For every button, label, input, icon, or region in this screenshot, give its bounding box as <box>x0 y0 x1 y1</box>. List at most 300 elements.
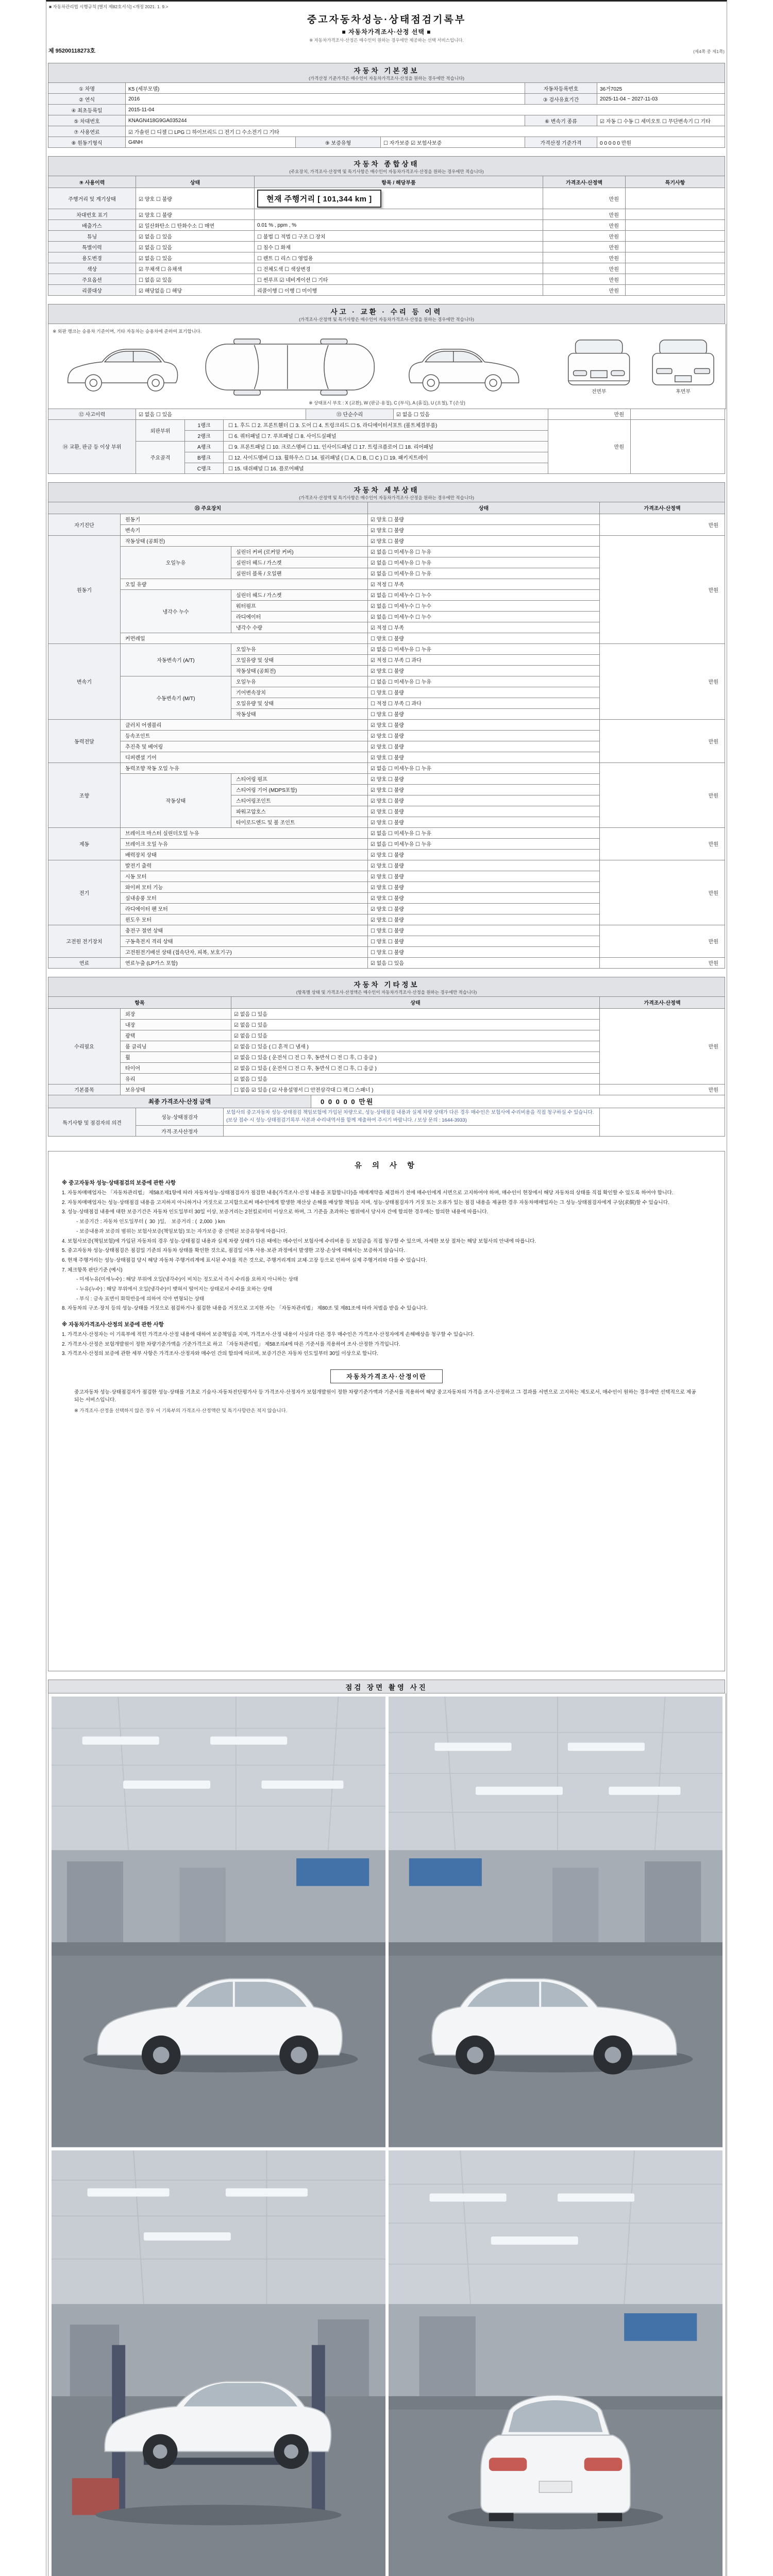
column-header: 상태 <box>231 996 600 1008</box>
car-top-diagram <box>206 339 374 395</box>
cell: 만원 <box>548 419 631 473</box>
cell <box>224 1126 600 1137</box>
cell[interactable]: ☑ 없음 ☐ 미세누수 ☐ 누수 <box>368 589 600 600</box>
cell: 내장 <box>121 1019 231 1030</box>
document-header <box>48 12 725 43</box>
cell: ② 연식 <box>48 94 126 105</box>
cell: 광택 <box>121 1030 231 1041</box>
cell: 오일유량 및 상태 <box>231 698 368 708</box>
cell <box>626 209 725 220</box>
notice-line: 8. 자동차의 구조·장치 등의 성능·상태를 거짓으로 점검하거나 점검한 내용을 거짓으로 고지한 자는 「자동차관리법」 제80조 및 제81조에 따라 처벌을 받을 수 있습니다. <box>62 1306 428 1312</box>
cell: 만원 <box>600 1008 725 1084</box>
price-definition-box <box>62 1369 711 1414</box>
car-body-diagrams <box>53 336 721 398</box>
cell: 만원 <box>543 220 626 231</box>
cell[interactable]: ☑ 없음 ☐ 있음 <box>231 1030 600 1041</box>
cell[interactable]: ☑ 적정 ☐ 부족 ☐ 과다 <box>368 654 600 665</box>
notice-line: - 누유(누수) : 해당 부위에서 오일(냉각수)이 맺혀서 떨어지는 상태로서 수리를 요하는 상태 <box>72 1286 273 1292</box>
notice-line: 6. 현재 주행거리는 성능·상태점검 당시 해당 자동차 주행거리계에 표시된 수치를 적은 것으로, 주행거리계의 교체·고장 등으로 인하여 실제 주행거리와 다를 수 있습니다. <box>62 1257 427 1263</box>
cell: 수리필요 <box>48 1008 121 1084</box>
cell[interactable]: ☑ 없음 ☐ 미세누유 ☐ 누유 <box>368 838 600 849</box>
page-indicator: (제4쪽 중 제1쪽) <box>693 49 725 54</box>
cell: 만원 <box>600 535 725 643</box>
inspection-photo-1 <box>52 1697 385 2147</box>
cell: 라디에이터 팬 모터 <box>121 903 368 914</box>
basic-info-table <box>48 82 725 148</box>
column-header: 상태 <box>368 502 600 514</box>
cell: 만원 <box>600 957 725 968</box>
cell: 등속조인트 <box>121 730 368 741</box>
plate-number: 36거7025 <box>597 83 725 94</box>
cell[interactable]: ☑ 무채색 ☐ 유채색 <box>136 263 255 274</box>
notice-lines <box>62 1179 711 1358</box>
base-price: 0 0 0 0 0 만원 <box>597 137 725 148</box>
cell: 자기진단 <box>48 514 121 535</box>
cell: 색상 <box>48 263 136 274</box>
cell[interactable]: ☑ 없음 ☐ 미세누유 ☐ 누유 <box>368 643 600 654</box>
cell[interactable]: ☐ 썬루프 ☑ 네비게이션 ☐ 기타 <box>255 274 543 285</box>
column-header: 항목 <box>48 996 231 1008</box>
cell[interactable]: ☑ 없음 ☐ 있음 <box>231 1019 600 1030</box>
notice-line: - 부식 : 금속 표면이 화학반응에 의하여 삭아 변형되는 상태 <box>72 1296 205 1302</box>
cell[interactable]: ☑ 양호 ☐ 불량 <box>368 849 600 860</box>
cell: 배출가스 <box>48 220 136 231</box>
cell[interactable]: ☐ 없음 ☑ 있음 <box>136 274 255 285</box>
cell: 만원 <box>543 252 626 263</box>
notice-line: 2. 자동차매매업자는 성능·상태점검 내용을 고지하지 아니하거나 거짓으로 고지함으로써 매수인에게 발생한 재산상 손해를 배상할 책임을 지며, 성능·상태점검자가 거짓 또는 오류가 있는 점검 내용을 제공한 경우 자동차매매업자는 그 성능·상태점검자에게 구상(求償)할 수 있습니다. <box>62 1199 669 1206</box>
cell[interactable]: ☐ 전체도색 ☐ 색상변경 <box>255 263 543 274</box>
cell[interactable]: ☐ 양호 ☐ 불량 <box>368 946 600 957</box>
cell[interactable]: ☑ 양호 ☐ 불량 <box>368 741 600 752</box>
price-definition-note: ※ 가격조사·산정을 선택하지 않은 경우 이 기록부의 가격조사·산정액란 및 특기사항란은 적지 않습니다. <box>74 1408 288 1413</box>
cell: 발전기 출력 <box>121 860 368 871</box>
cell: 배력장치 상태 <box>121 849 368 860</box>
cell[interactable]: ☑ 일산화탄소 ☐ 탄화수소 ☐ 매연 <box>136 220 255 231</box>
cell: ⑦ 사용연료 <box>48 126 126 137</box>
cell[interactable]: ☑ 해당없음 ☐ 해당 <box>136 285 255 296</box>
cell[interactable]: ☑ 양호 ☐ 불량 <box>368 903 600 914</box>
cell: ④ 최초등록일 <box>48 105 126 115</box>
column-header: 상태 <box>136 176 255 188</box>
cell: 시동 모터 <box>121 871 368 882</box>
cell: ⑫ 사고이력 <box>48 409 136 419</box>
cell: 만원 <box>600 719 725 762</box>
cell[interactable]: ☑ 없음 ☐ 미세누유 ☐ 누유 <box>368 557 600 568</box>
front-view-label: 전면부 <box>591 388 607 395</box>
cell: 냉각수 누수 <box>121 589 231 633</box>
cell[interactable]: ☐ 12. 사이드멤버 ☐ 13. 휠하우스 ☐ 14. 필러패널 ( ☐ A, ☐ B, ☐ C ) ☐ 19. 패키지트레이 <box>224 452 548 463</box>
cell: 오일 유량 <box>121 579 368 589</box>
notice-line: 3. 가격조사·산정의 보증에 관한 세부 사항은 가격조사·산정자와 매수인 간의 합의에 따르며, 보증기간은 자동차 인도일부터 30일 이상으로 합니다. <box>62 1351 379 1357</box>
cell[interactable]: ☑ 없음 ☐ 있음 <box>136 252 255 263</box>
section-overall-title: 자동차 종합상태 <box>354 160 419 168</box>
cell <box>626 188 725 209</box>
section-etc-note: (항목별 상태 및 가격조사·산정액은 매수인이 자동차가격조사·산정을 원하는 경우에만 적습니다) <box>296 989 477 995</box>
transmission-type[interactable]: ☑ 자동 ☐ 수동 ☐ 세미오토 ☐ 무단변속기 ☐ 기타 <box>597 115 725 126</box>
cell: 동력전달 <box>48 719 121 762</box>
cell[interactable]: ☐ 6. 쿼터패널 ☐ 7. 루프패널 ☐ 8. 사이드실패널 <box>224 430 548 441</box>
cell: A랭크 <box>185 441 224 452</box>
document-note: ※ 자동차가격조사·산정은 매수인이 원하는 경우에만 제공하는 선택 서비스입니다. <box>309 38 464 43</box>
final-price-amount: 0 0 0 0 0 만원 <box>311 1095 725 1108</box>
cell[interactable]: ☐ 양호 ☐ 불량 <box>368 708 600 719</box>
price-definition-text: 중고자동차 성능·상태점검자가 점검한 성능·상태를 기초로 기술사·자동차진단평가사 등 가격조사·산정자가 보험개발원이 정한 차량기준가액과 기준서를 적용하여 해당 중고자동차의 가격을 조사·산정하고 그 결과를 서면으로 고지하는 제도로서, 매수인이 원하는 경우에만 선택적으로 제공되는 서비스입니다. <box>74 1389 696 1403</box>
cell: 오일누유 <box>231 676 368 687</box>
cell: 만원 <box>543 188 626 209</box>
column-header: 항목 / 해당부품 <box>255 176 543 188</box>
notice-line: - 미세누유(미세누수) : 해당 부위에 오일(냉각수)이 비치는 정도로서 즉시 수리를 요하지 아니하는 상태 <box>72 1277 298 1283</box>
cell[interactable]: ☑ 없음 ☐ 있음 <box>231 1073 600 1084</box>
cell: 만원 <box>543 274 626 285</box>
cell: 만원 <box>600 762 725 827</box>
cell: 라디에이터 <box>231 611 368 622</box>
cell <box>626 252 725 263</box>
cell: 와이퍼 모터 기능 <box>121 882 368 892</box>
cell: B랭크 <box>185 452 224 463</box>
cell <box>600 1108 725 1137</box>
cell: 제동 <box>48 827 121 860</box>
first-registration-date: 2015-11-04 <box>126 105 725 115</box>
cell[interactable]: ☑ 없음 ☐ 있음 ( 운전석 ☐ 전 ☐ 후, 동반석 ☐ 전 ☐ 후, ☐ 응급 ) <box>231 1052 600 1062</box>
cell[interactable]: ☐ 없음 ☑ 있음 ( ☑ 사용설명서 ☐ 안전삼각대 ☐ 잭 ☐ 스패너 ) <box>231 1084 600 1095</box>
overall-condition-table <box>48 176 725 296</box>
section-detail-note: (가격조사·산정액 및 특기사항은 매수인이 자동차가격조사·산정을 원하는 경우에만 적습니다) <box>299 495 474 500</box>
cell: 작동상태 <box>231 708 368 719</box>
cell: C랭크 <box>185 463 224 473</box>
cell[interactable]: ☑ 없음 ☐ 미세누수 ☐ 누수 <box>368 611 600 622</box>
cell: 자동변속기 (A/T) <box>121 643 231 676</box>
cell: 조향 <box>48 762 121 827</box>
column-header: 특기사항 <box>626 176 725 188</box>
cell: 기본품목 <box>48 1084 121 1095</box>
cell: 워터펌프 <box>231 600 368 611</box>
cell[interactable]: ☑ 적정 ☐ 부족 <box>368 579 600 589</box>
cell <box>626 220 725 231</box>
inspection-photo-3 <box>52 2150 385 2576</box>
column-header: ⑮ 주요장치 <box>48 502 368 514</box>
cell[interactable]: ☑ 양호 ☐ 불량 <box>368 665 600 676</box>
cell: 만원 <box>548 409 631 419</box>
cell: 보유상태 <box>121 1084 231 1095</box>
section-detail-condition <box>48 482 725 502</box>
final-price-table <box>48 1095 725 1108</box>
inspection-validity: 2025-11-04 ~ 2027-11-03 <box>597 94 725 105</box>
car-left-side-diagram <box>68 349 178 391</box>
cell: 커먼레일 <box>121 633 368 643</box>
engine-type: G4NH <box>126 137 296 148</box>
cell: 실린더 커버 (로커암 커버) <box>231 546 368 557</box>
notice-section <box>48 1151 725 1671</box>
cell: 브레이크 오일 누유 <box>121 838 368 849</box>
cell[interactable]: ☐ 양호 ☐ 불량 <box>368 925 600 936</box>
cell: 추진축 및 베어링 <box>121 741 368 752</box>
column-header: 가격조사·산정액 <box>600 996 725 1008</box>
cell[interactable]: ☐ 침수 ☐ 화재 <box>255 242 543 252</box>
column-header: 가격조사·산정액 <box>543 176 626 188</box>
cell: 특기사항 및 점검자의 의견 <box>48 1108 136 1137</box>
section-photos <box>48 1680 725 1693</box>
cell: ⑥ 변속기 종류 <box>525 115 597 126</box>
cell[interactable]: ☐ 양호 ☐ 불량 <box>368 936 600 946</box>
cell: 오일유량 및 상태 <box>231 654 368 665</box>
cell: 만원 <box>600 643 725 719</box>
notice-line: 4. 보험사보증(책임보험)에 가입된 자동차의 경우 성능·상태점검 내용과 실제 차량 상태가 다른 때에는 매수인이 보험사에 수리비용 등 보험금을 직접 청구할 수 있으며, 자세한 보상 절차는 해당 보험사의 안내에 따릅니다. <box>62 1238 536 1244</box>
cell[interactable]: ☐ 적정 ☐ 부족 ☐ 과다 <box>368 698 600 708</box>
detail-condition-table <box>48 502 725 969</box>
section-accident-history <box>48 304 725 324</box>
form-reference-note: ■ 자동차관리법 시행규칙 [별지 제82호서식] <개정 2021. 1. 9.> <box>49 4 169 9</box>
vin: KNAGN418G9GA035244 <box>126 115 525 126</box>
section-overall-condition <box>48 156 725 176</box>
section-etc-title: 자동차 기타정보 <box>354 980 419 989</box>
model-year: 2016 <box>126 94 525 105</box>
emission-values: 0.01 % , ppm , % <box>255 220 543 231</box>
cell[interactable]: ☑ 양호 ☐ 불량 <box>136 209 255 220</box>
cell[interactable]: ☑ 양호 ☐ 불량 <box>368 892 600 903</box>
notice-line: 5. 중고자동차 성능·상태점검은 점검일 기준의 자동차 상태를 확인한 것으로, 점검일 이후 사용·보관 과정에서 발생한 고장·손상에 대해서는 보증하지 않습니다. <box>62 1248 405 1254</box>
cell: 특별이력 <box>48 242 136 252</box>
cell <box>255 209 543 220</box>
cell: 기어변속장치 <box>231 687 368 698</box>
section-basic-note: (가격산정 기준가격은 매수인이 자동차가격조사·산정을 원하는 경우에만 적습니다) <box>309 76 464 81</box>
cell[interactable]: ☑ 양호 ☐ 불량 <box>136 188 255 209</box>
document-title: 중고자동차성능·상태점검기록부 <box>307 14 466 25</box>
cell[interactable]: ☑ 양호 ☐ 불량 <box>368 914 600 925</box>
section-accident-note: (가격조사·산정액 및 특기사항은 매수인이 자동차가격조사·산정을 원하는 경우에만 적습니다) <box>299 317 474 322</box>
accident-history[interactable]: ☑ 없음 ☐ 있음 <box>136 409 306 419</box>
cell: 가격·조사산정자 <box>136 1126 224 1137</box>
cell: 연료누출 (LP가스 포함) <box>121 957 368 968</box>
section-overall-note: (주요장치, 가격조사·산정액 및 특기사항은 매수인이 자동차가격조사·산정을 원하는 경우에만 적습니다) <box>289 169 484 174</box>
cell: 실린더 블록 / 오일팬 <box>231 568 368 579</box>
notice-line: 1. 자동차매매업자는 「자동차관리법」 제58조제1항에 따라 자동차성능·상태점검자가 점검한 내용(가격조사·산정 내용을 포함합니다)을 매매계약을 체결하기 전에 매수인에게 서면으로 고지하여야 하며, 매수인이 현장에서 해당 자동차의 상태를 직접 확인할 수 있도록 하여야 합니다. <box>62 1190 674 1196</box>
cell[interactable]: ☑ 없음 ☐ 미세누유 ☐ 누유 <box>368 568 600 579</box>
cell: ⑬ 단순수리 <box>306 409 394 419</box>
section-basic-title: 자동차 기본정보 <box>354 67 419 75</box>
cell: 동력조향 작동 오일 누유 <box>121 762 368 773</box>
cell: 냉각수 수량 <box>231 622 368 633</box>
cell <box>626 263 725 274</box>
cell[interactable]: ☑ 양호 ☐ 불량 <box>368 860 600 871</box>
cell: 주요골격 <box>136 441 185 473</box>
cell[interactable]: ☑ 양호 ☐ 불량 <box>368 752 600 762</box>
cell[interactable]: ☑ 없음 ☐ 있음 <box>136 231 255 242</box>
inspection-photo-4 <box>389 2150 722 2576</box>
cell: 실린더 헤드 / 가스켓 <box>231 557 368 568</box>
cell[interactable]: ☑ 양호 ☐ 불량 <box>368 795 600 806</box>
inspection-photo-grid <box>48 1693 726 2576</box>
cell: ⑧ 원동기형식 <box>48 137 126 148</box>
cell: 실내송풍 모터 <box>121 892 368 903</box>
cell[interactable]: ☑ 양호 ☐ 불량 <box>368 524 600 535</box>
cell: 룸 클리닝 <box>121 1041 231 1052</box>
cell: 클러치 어셈블리 <box>121 719 368 730</box>
cell: 용도변경 <box>48 252 136 263</box>
cell: 원동기 <box>121 514 368 524</box>
cell: 주요옵션 <box>48 274 136 285</box>
document-subtitle: ■ 자동차가격조사·산정 선택 ■ <box>342 28 431 36</box>
cell[interactable]: ☑ 없음 ☐ 있음 <box>136 242 255 252</box>
panel-replacement-table <box>48 419 725 474</box>
cell: 수동변속기 (M/T) <box>121 676 231 719</box>
cell: 작동상태 <box>121 773 231 827</box>
cell: ⑭ 교환, 판금 등 이상 부위 <box>48 419 136 473</box>
cell: 원동기 <box>48 535 121 643</box>
cell: ① 차명 <box>48 83 126 94</box>
cell: 구동축전지 격리 상태 <box>121 936 368 946</box>
car-damage-diagram-panel <box>48 324 726 409</box>
cell: 외판부위 <box>136 419 185 441</box>
cell: 오일누유 <box>121 546 231 579</box>
cell[interactable]: ☑ 없음 ☐ 있음 ( ☐ 흔적 ☐ 냄새 ) <box>231 1041 600 1052</box>
cell: 타이어 <box>121 1062 231 1073</box>
cell: 만원 <box>543 263 626 274</box>
cell: 가격산정 기준가격 <box>525 137 597 148</box>
cell: ③ 검사유효기간 <box>525 94 597 105</box>
cell[interactable]: ☐ 9. 프론트패널 ☐ 10. 크로스멤버 ☐ 11. 인사이드패널 ☐ 17. 트렁크플로어 ☐ 18. 리어패널 <box>224 441 548 452</box>
cell: 스티어링 기어 (MDPS포함) <box>231 784 368 795</box>
cell[interactable]: ☑ 양호 ☐ 불량 <box>368 719 600 730</box>
cell <box>631 419 725 473</box>
cell: 리콜대상 <box>48 285 136 296</box>
cell[interactable]: ☑ 양호 ☐ 불량 <box>368 871 600 882</box>
column-header: ⑨ 사용이력 <box>48 176 136 188</box>
cell[interactable]: ☐ 없음 ☐ 미세누유 ☐ 누유 <box>368 676 600 687</box>
cell: 주행거리 및 계기상태 <box>48 188 136 209</box>
notice-line: - 보증기간 : 자동차 인도일부터 ( 30 )일, 보증거리 : ( 2,000 ) km <box>72 1219 225 1225</box>
cell: 2랭크 <box>185 430 224 441</box>
cell[interactable]: ☑ 양호 ☐ 불량 <box>368 817 600 827</box>
car-rear-diagram <box>652 340 714 395</box>
cell[interactable]: ☑ 양호 ☐ 불량 <box>368 535 600 546</box>
cell: 작동상태 (공회전) <box>231 665 368 676</box>
cell: 전기 <box>48 860 121 925</box>
document-number-row <box>48 46 725 55</box>
final-price-label: 최종 가격조사·산정 금액 <box>48 1095 311 1108</box>
document-number: 제 95200118273호 <box>48 48 95 54</box>
section-photos-title: 점검 장면 촬영 사진 <box>345 1684 428 1692</box>
fuel-type[interactable]: ☑ 가솔린 ☐ 디젤 ☐ LPG ☐ 하이브리드 ☐ 전기 ☐ 수소전기 ☐ 기타 <box>126 126 725 137</box>
cell: 고전원전기배선 상태 (접속단자, 피복, 보호기구) <box>121 946 368 957</box>
cell: 성능·상태점검자 <box>136 1108 224 1126</box>
cell <box>626 242 725 252</box>
cell[interactable]: ☐ 15. 대쉬패널 ☐ 16. 플로어패널 <box>224 463 548 473</box>
cell: 만원 <box>543 231 626 242</box>
cell: 외장 <box>121 1008 231 1019</box>
car-right-side-diagram <box>409 349 519 391</box>
cell: 디퍼렌셜 기어 <box>121 752 368 762</box>
cell[interactable]: ☑ 양호 ☐ 불량 <box>368 773 600 784</box>
cell: 오일누유 <box>231 643 368 654</box>
cell: 스티어링 펌프 <box>231 773 368 784</box>
price-definition-title: 자동차가격조사·산정이란 <box>330 1369 443 1383</box>
cell: ⑨ 보증유형 <box>296 137 381 148</box>
simple-repair[interactable]: ☑ 없음 ☐ 있음 <box>394 409 548 419</box>
cell[interactable]: ☑ 양호 ☐ 불량 <box>368 882 600 892</box>
cell[interactable]: ☑ 없음 ☐ 있음 <box>231 1008 600 1019</box>
document-sheet <box>46 0 727 2576</box>
etc-info-table <box>48 996 725 1095</box>
cell: 만원 <box>600 925 725 957</box>
cell: 변속기 <box>48 643 121 719</box>
cell[interactable]: ☑ 양호 ☐ 불량 <box>368 784 600 795</box>
cell: 작동상태 (공회전) <box>121 535 368 546</box>
cell: 자동차등록번호 <box>525 83 597 94</box>
cell: 휠 <box>121 1052 231 1062</box>
cell: 연료 <box>48 957 121 968</box>
cell <box>626 285 725 296</box>
cell: 만원 <box>543 242 626 252</box>
cell[interactable]: ☐ 불법 ☐ 적법 ☐ 구조 ☐ 장치 <box>255 231 543 242</box>
cell: 스티어링조인트 <box>231 795 368 806</box>
cell[interactable]: ☑ 양호 ☐ 불량 <box>368 806 600 817</box>
car-name: K5 (세부모델) <box>126 83 525 94</box>
current-mileage: 현재 주행거리 [ 101,344 km ] <box>255 188 543 209</box>
notice-line: 2. 가격조사·산정은 보험개발원이 정한 차량기준가액을 기준가격으로 하고 「자동차관리법」 제58조의4에 따른 기준서를 적용하여 조사·산정한 가격입니다. <box>62 1341 400 1347</box>
cell: 만원 <box>543 209 626 220</box>
cell: 만원 <box>543 285 626 296</box>
cell: 튜닝 <box>48 231 136 242</box>
section-accident-title: 사고 · 교환 · 수리 등 이력 <box>330 308 443 316</box>
cell: 충전구 절연 상태 <box>121 925 368 936</box>
cell: 변속기 <box>121 524 368 535</box>
cell: 윈도우 모터 <box>121 914 368 925</box>
cell[interactable]: ☐ 1. 후드 ☐ 2. 프론트휀더 ☐ 3. 도어 ☐ 4. 트렁크리드 ☐ 5. 라디에이터서포트 (볼트체결부품) <box>224 419 548 430</box>
inspection-photo-2 <box>389 1697 722 2147</box>
cell: 타이로드엔드 및 볼 조인트 <box>231 817 368 827</box>
cell: 실린더 헤드 / 가스켓 <box>231 589 368 600</box>
notice-line: 3. 성능·상태점검 내용에 대한 보증기간은 자동차 인도일부터 30일 이상, 보증거리는 2천킬로미터 이상으로 하며, 그 기준을 초과하는 범위에서 당사자 간에 합의한 경우에는 합의한 내용에 따릅니다. <box>62 1209 489 1215</box>
cell: 만원 <box>600 827 725 860</box>
inspector-opinion: 보험사의 중고자동차 성능·상태점검 책임보험에 가입된 차량으로, 성능·상태점검 내용과 실제 차량 상태가 다른 경우 매수인은 보험사에 수리비용을 직접 청구하실 수 있습니다. (보상 접수 시 성능·상태점검기록부 사본과 수리내역서를 함께 제출하여 주시기 바랍니다. / 보상 문의 : 1644-3933) <box>224 1108 600 1126</box>
cell: 만원 <box>600 1084 725 1095</box>
cell[interactable]: ☑ 없음 ☐ 미세누수 ☐ 누수 <box>368 600 600 611</box>
cell[interactable]: ☑ 없음 ☐ 미세누유 ☐ 누유 <box>368 827 600 838</box>
notice-line: 7. 체크항목 판단기준 (예시) <box>62 1267 123 1273</box>
cell[interactable]: ☑ 없음 ☐ 미세누유 ☐ 누유 <box>368 762 600 773</box>
cell: 유리 <box>121 1073 231 1084</box>
warranty-type[interactable]: ☐ 자가보증 ☑ 보험사보증 <box>381 137 525 148</box>
cell: 만원 <box>600 514 725 535</box>
cell[interactable]: ☐ 양호 ☐ 불량 <box>368 687 600 698</box>
notice-line: 1. 가격조사·산정자는 이 기록부에 적힌 가격조사·산정 내용에 대하여 보증책임을 지며, 가격조사·산정 내용이 사실과 다른 경우 매수인은 가격조사·산정자에게 손해배상을 청구할 수 있습니다. <box>62 1332 475 1338</box>
section-basic-info <box>48 63 725 83</box>
column-header: 가격조사·산정액 <box>600 502 725 514</box>
cell[interactable]: ☑ 없음 ☐ 미세누유 ☐ 누유 <box>368 546 600 557</box>
cell: ⑤ 차대번호 <box>48 115 126 126</box>
cell <box>626 231 725 242</box>
cell[interactable]: ☐ 렌트 ☐ 리스 ☐ 영업용 <box>255 252 543 263</box>
cell: 만원 <box>600 860 725 925</box>
diagram-legend: ※ 상태표시 부호 : X (교환), W (판금·용접), C (부식), A (흠집), U (요철), T (손상) <box>309 400 465 405</box>
cell[interactable]: ☑ 양호 ☐ 불량 <box>368 514 600 524</box>
cell[interactable]: ☑ 적정 ☐ 부족 <box>368 622 600 633</box>
cell <box>626 274 725 285</box>
notice-line: ※ 자동차가격조사·산정의 보증에 관한 사항 <box>62 1321 164 1328</box>
remarks-table <box>48 1108 725 1137</box>
cell[interactable]: ☑ 없음 ☐ 있음 <box>368 957 600 968</box>
cell[interactable]: ☑ 양호 ☐ 불량 <box>368 730 600 741</box>
rear-view-label: 후면부 <box>676 388 691 395</box>
cell: 고전원 전기장치 <box>48 925 121 957</box>
cell: 차대번호 표기 <box>48 209 136 220</box>
cell[interactable]: ☑ 없음 ☐ 있음 ( 운전석 ☐ 전 ☐ 후, 동반석 ☐ 전 ☐ 후, ☐ 응급 ) <box>231 1062 600 1073</box>
accident-history-table <box>48 409 725 420</box>
cell[interactable]: 리콜이행 ☐ 이행 ☐ 미이행 <box>255 285 543 296</box>
diagram-note: ※ 외판 랭크는 승용차 기준이며, 기타 자동차는 승용차에 준하여 표기합니다. <box>53 329 202 334</box>
notice-title: 유 의 사 항 <box>354 1162 419 1171</box>
cell[interactable]: ☐ 양호 ☐ 불량 <box>368 633 600 643</box>
